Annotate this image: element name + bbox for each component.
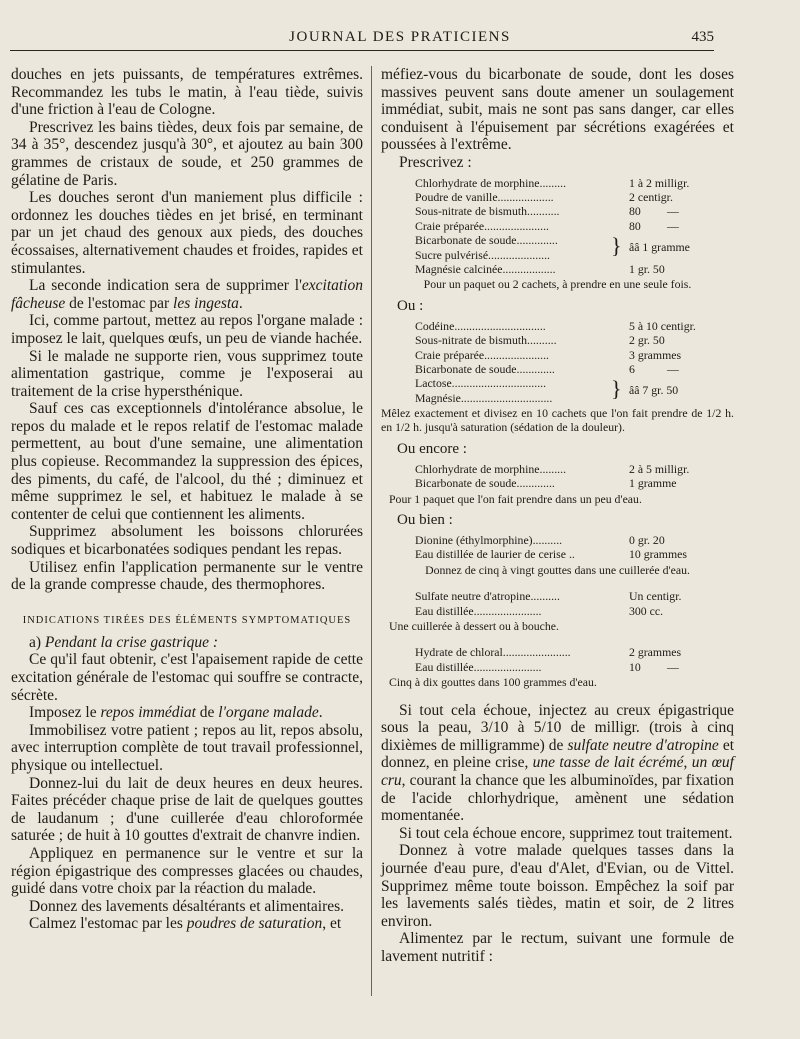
right-column [381,66,734,966]
formula-6 [381,645,734,674]
formula-row [381,660,734,674]
formula-row [381,645,734,659]
paragraph: Prescrivez les bains tièdes, deux fois par semaine, de 34 à 35°, descendez jusqu'à 30°, et ajoutez au bain 300 grammes de cristaux de soude, et 250 grammes de gélatine de Paris. [11,118,363,189]
paragraph [381,702,734,825]
alternative-label: Ou bien : [397,512,453,529]
text-span: La seconde indication sera de supprimer l' [29,277,302,295]
formula-row [381,462,734,476]
formula-row [381,604,734,618]
brace-glyph: } [611,376,622,402]
ingredient: Hydrate de chloral....................... [415,645,571,660]
ingredient: Eau distillée....................... [415,603,542,618]
formula-row-pair [381,233,734,262]
formula-4 [381,533,734,562]
page-number: 435 [691,29,714,45]
brace-glyph: } [611,233,622,259]
formula-row [381,362,734,376]
dose-unit: — [667,659,679,674]
italic-text: l'organe malade [218,704,319,722]
paragraph: Sauf ces cas exceptionnels d'intolérance absolue, le repos du malade et le repos relatif de l'estomac malade permettent, au bout d'une semaine, une alimentation plus copieuse. Recommandez la suppression des épices, des piments, du café, de l'alcool, du thé ; diminuez et même supprimez le sel, et habituez le malade à se contenter de celui que contiennent les aliments. [11,400,363,523]
dose-unit: — [667,361,679,376]
formula-row [381,262,734,276]
alternative-label: Ou encore : [397,440,467,457]
prescription-intro: Prescrivez : [399,153,472,171]
formula-note: Mêlez exactement et divisez en 10 cachets que l'on fait prendre de 1/2 h. en 1/2 h. jusqu'à saturation (sédation de la douleur). [381,406,734,435]
text-span: et donnez, en pleine crise, [381,736,735,772]
paragraph: Supprimez absolument les boissons chlorurées sodiques et bicarbonatées sodiques pendant les repas. [11,523,363,559]
subsection-title [29,634,363,652]
dose: 10 [629,659,641,674]
ingredient: Sulfate neutre d'atropine.......... [415,589,560,604]
paragraph [11,704,363,722]
ingredient: Codéine............................... [415,318,546,333]
formula-row-pair [381,376,734,405]
text-span: de [195,704,219,722]
text-span: , courant la chance que les albuminoïdes, par fixation de l'acide chlorhydrique, amènent une sédation momentanée. [381,772,734,825]
text-span: Imposez le [29,704,101,722]
dose: ââ 7 gr. 50 [629,383,679,398]
dose-unit: — [667,218,679,233]
dose: Un centigr. [629,589,682,604]
paragraph: méfiez-vous du bicarbonate de soude, dont les doses massives peuvent sans doute amener un soulagement immédiat, subit, mais ne sont pas sans danger, car elles conduisent à l'épuisement par sécrétions exagérées et poussées à l'extrême. [381,66,734,154]
text-span: Calmez l'estomac par les [29,915,187,933]
dose: 0 gr. 20 [629,533,665,548]
dose: 1 à 2 milligr. [629,175,690,190]
formula-row [381,333,734,347]
ingredient: Eau distillée....................... [415,659,542,674]
paragraph: Appliquez en permanence sur le ventre et sur la région épigastrique des compresses glacées ou chaudes, guidé dans votre choix par la réaction du malade. [11,844,363,898]
paragraph: Utilisez enfin l'application permanente sur le ventre de la grande compresse chaude, des thermophores. [11,558,363,594]
ingredient: Lactose................................ [415,376,547,391]
dose: 1 gramme [629,476,677,491]
ingredient: Craie préparée...................... [415,218,549,233]
text-span: a) [29,633,45,651]
text-span: , [683,754,692,772]
header-rule [10,50,714,51]
ingredient: Sucre pulvérisé..................... [415,247,550,262]
ingredient: Sous-nitrate de bismuth.......... [415,333,557,348]
formula-row [381,547,734,561]
italic-text: un œuf cru [381,754,734,790]
italic-text: Pendant la crise gastrique : [44,633,218,651]
text-span: de l'estomac par [65,294,174,312]
section-subheading: INDICATIONS TIRÉES DES ÉLÉMENTS SYMPTOMATIQUES [22,614,352,626]
dose: 2 gr. 50 [629,333,665,348]
formula-row [381,190,734,204]
dose: 80 [629,218,641,233]
paragraph: Donnez à votre malade quelques tasses dans la journée d'eau pure, d'eau d'Alet, d'Evian, ou de Vittel. Supprimez même toute boisson. Empêchez la soif par les lavements salés tièdes, matin et soir, de 2 litres environ. [381,842,734,930]
formula-note: Donnez de cinq à vingt gouttes dans une cuillerée d'eau. [425,562,690,577]
dose: 10 grammes [629,547,687,562]
formula-row [381,589,734,603]
ingredient: Dionine (éthylmorphine).......... [415,533,563,548]
formula-row [381,319,734,333]
formula-note: Une cuillerée à dessert ou à bouche. [389,619,559,634]
italic-text: poudres de saturation [186,915,323,933]
formula-1 [381,176,734,277]
ingredient: Craie préparée...................... [415,347,549,362]
italic-text: excitation fâcheuse [11,277,363,312]
journal-title: JOURNAL DES PRATICIENS [289,29,511,45]
paragraph: Si tout cela échoue encore, supprimez tout traitement. [399,824,733,842]
text-span: , et [322,915,342,933]
dose: 6 [629,361,635,376]
dose: 3 grammes [629,347,682,362]
formula-note: Pour un paquet ou 2 cachets, à prendre en une seule fois. [423,277,692,292]
paragraph [11,277,363,312]
paragraph: Alimentez par le rectum, suivant une formule de lavement nutritif : [381,930,734,965]
alternative-label: Ou : [397,297,424,314]
dose: 2 grammes [629,645,682,660]
dose: 1 gr. 50 [629,261,665,276]
page-header [0,26,800,50]
paragraph: Donnez des lavements désaltérants et alimentaires. [29,897,345,915]
dose: 2 à 5 milligr. [629,461,690,476]
formula-3 [381,462,734,491]
formula-row [381,176,734,190]
dose: 300 cc. [629,603,664,618]
dose: 80 [629,204,641,219]
formula-row [381,219,734,233]
column-divider [371,66,372,996]
ingredient: Poudre de vanille................... [415,189,554,204]
paragraph: douches en jets puissants, de températures extrêmes. Recommandez les tubs le matin, à l'eau tiède, suivis d'une friction à l'eau de Cologne. [11,66,363,119]
ingredient: Bicarbonate de soude.............. [415,233,558,248]
dose: 5 à 10 centigr. [629,318,696,333]
ingredient: Bicarbonate de soude............. [415,476,555,491]
paragraph: Ici, comme partout, mettez au repos l'organe malade : imposez le lait, quelques œufs, un peu de viande hachée. [11,312,363,347]
paragraph [11,915,363,933]
ingredient: Magnésie calcinée.................. [415,261,556,276]
formula-row [381,476,734,490]
paragraph: Ce qu'il faut obtenir, c'est l'apaisement rapide de cette excitation générale de l'estomac qui souffre se contracte, sécrète. [11,651,363,704]
paragraph: Donnez-lui du lait de deux heures en deux heures. Faites précéder chaque prise de lait de quelques gouttes de laudanum ; d'une cuillerée d'eau chloroformée saturée ; de huit à 10 gouttes d'extrait de chanvre indien. [11,774,363,845]
formula-5 [381,589,734,618]
paragraph: Immobilisez votre patient ; repos au lit, repos absolu, avec interruption complète de tout travail professionnel, physique ou intellectuel. [11,721,363,774]
italic-text: une tasse de lait écrémé [532,754,684,772]
ingredient: Eau distillée de laurier de cerise .. [415,547,575,562]
dose: ââ 1 gramme [629,240,690,255]
formula-row [381,348,734,362]
paragraph: Les douches seront d'un maniement plus difficile : ordonnez les douches tièdes en jet brisé, en terminant par un jet chaud des genoux aux pieds, des douches écossaises, alternativement chaudes et froides, rapides et stimulantes. [11,189,363,277]
text-span: Si tout cela échoue, injectez au creux épigastrique sous la peau, 3/10 à 5/10 de milligr. (trois à cinq dixièmes de milligramme) de [381,701,734,754]
italic-text: repos immédiat [100,704,196,722]
italic-text: sulfate neutre d'atropine [567,736,719,754]
paragraph: Si le malade ne supporte rien, vous supprimez toute alimentation gastrique, comme je l'exposerai au traitement de la crise hypersthénique. [11,347,363,400]
formula-note: Pour 1 paquet que l'on fait prendre dans un peu d'eau. [389,491,642,506]
formula-note: Cinq à dix gouttes dans 100 grammes d'eau. [389,675,597,690]
text-span: . [238,294,243,312]
ingredient: Magnésie............................... [415,390,553,405]
ingredient: Chlorhydrate de morphine......... [415,175,567,190]
dose-unit: — [667,204,679,219]
ingredient: Bicarbonate de soude............. [415,361,555,376]
italic-text: les ingesta [173,294,239,312]
left-column [11,66,363,933]
formula-2 [381,319,734,405]
dose: 2 centigr. [629,189,673,204]
ingredient: Chlorhydrate de morphine......... [415,461,567,476]
formula-row [381,533,734,547]
text-span: . [318,704,323,722]
formula-row [381,204,734,218]
ingredient: Sous-nitrate de bismuth........... [415,204,560,219]
